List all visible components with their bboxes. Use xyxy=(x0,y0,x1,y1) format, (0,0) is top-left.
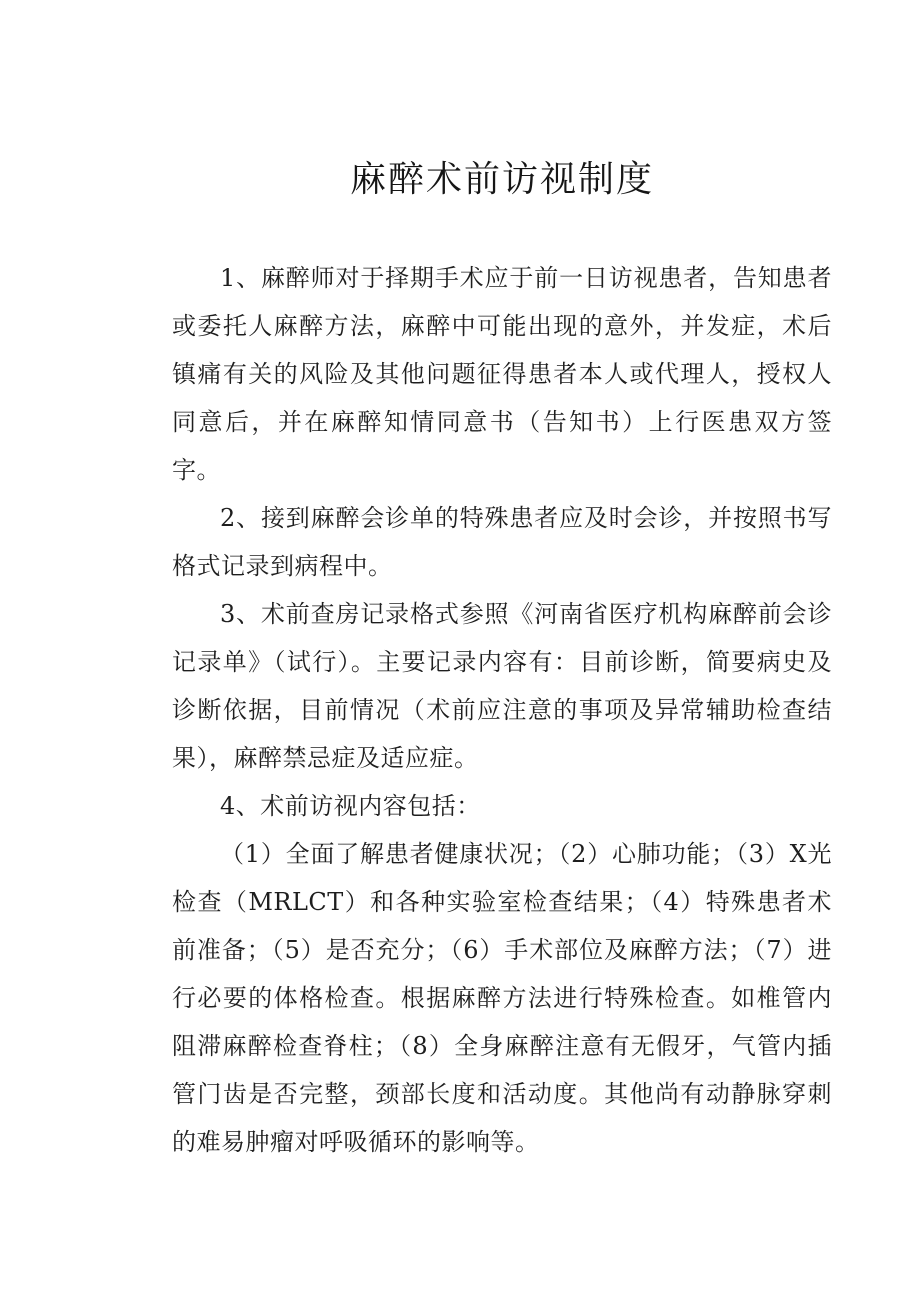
document-content xyxy=(172,0,832,1166)
document-paragraph: （1）全面了解患者健康状况；（2）心肺功能；（3）X光检查（MRLCT）和各种实验室检查结果；（4）特殊患者术前准备；（5）是否充分；（6）手术部位及麻醉方法；（7）进行必要的体格检查。根据麻醉方法进行特殊检查。如椎管内阻滞麻醉检查脊柱；（8）全身麻醉注意有无假牙，气管内插管门齿是否完整，颈部长度和活动度。其他尚有动静脉穿刺的难易肿瘤对呼吸循环的影响等。 xyxy=(172,840,832,1156)
document-paragraph: 3、术前查房记录格式参照《河南省医疗机构麻醉前会诊记录单》（试行）。主要记录内容有：目前诊断，简要病史及诊断依据，目前情况（术前应注意的事项及异常辅助检查结果），麻醉禁忌症及适应症。 xyxy=(172,600,832,772)
document-body xyxy=(172,254,832,1166)
page-title: 麻醉术前访视制度 xyxy=(349,159,654,200)
document-paragraph: 1、麻醉师对于择期手术应于前一日访视患者，告知患者或委托人麻醉方法，麻醉中可能出现的意外，并发症，术后镇痛有关的风险及其他问题征得患者本人或代理人，授权人同意后，并在麻醉知情同意书（告知书）上行医患双方签字。 xyxy=(172,264,832,484)
document-paragraph: 2、接到麻醉会诊单的特殊患者应及时会诊，并按照书写格式记录到病程中。 xyxy=(172,504,832,580)
document-paragraph: 4、术前访视内容包括： xyxy=(220,792,481,820)
